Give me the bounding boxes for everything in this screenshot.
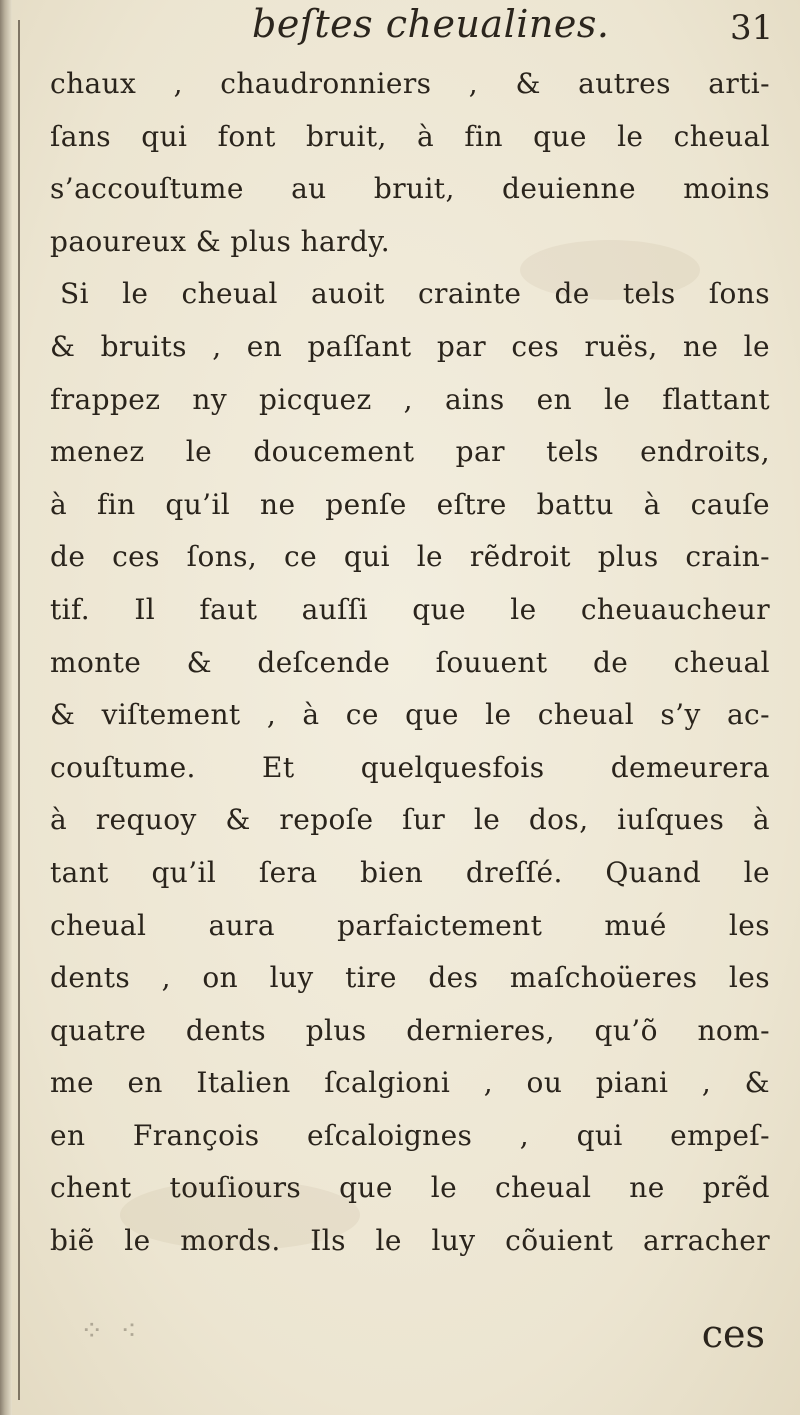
text-line: menez le doucement par tels endroits, <box>50 435 770 469</box>
text-line: paoureux & plus hardy. <box>50 224 391 258</box>
text-line: Si le cheual auoit crainte de tels ſons <box>60 277 770 311</box>
text-line: s’accouſtume au bruit, deuienne moins <box>50 172 770 206</box>
text-line: en François eſcaloignes , qui empeſ- <box>50 1118 770 1152</box>
text-line: à requoy & repoſe ſur le dos, iuſques à <box>50 803 770 837</box>
text-line: me en Italien ſcalgioni , ou piani , & <box>50 1066 770 1100</box>
text-line: & viſtement , à ce que le cheual s’y ac- <box>50 698 770 732</box>
page-gutter-shadow <box>0 0 12 1415</box>
text-line: biẽ le mords. Ils le luy cõuient arracher <box>50 1224 770 1258</box>
text-line: chent touſiours que le cheual ne prẽd <box>50 1171 770 1205</box>
text-line: de ces ſons, ce qui le rẽdroit plus crain- <box>50 540 770 574</box>
running-head-title: beſtes cheualines. <box>252 2 610 46</box>
running-head <box>0 2 800 50</box>
page-footer <box>50 1308 765 1360</box>
body-text <box>50 58 770 1268</box>
text-line: monte & deſcende ſouuent de cheual <box>50 645 770 679</box>
text-line: chaux , chaudronniers , & autres arti- <box>50 67 770 100</box>
text-line: à fin qu’il ne penſe eſtre battu à cauſe <box>50 487 770 521</box>
text-line: dents , on luy tire des maſchoüeres les <box>50 961 770 995</box>
margin-rule <box>18 20 20 1400</box>
text-line: frappez ny picquez , ains en le flattant <box>50 382 770 416</box>
page-number: 31 <box>730 8 774 48</box>
faded-signature-mark: ⁘ ⁖ <box>80 1314 141 1347</box>
text-line: cheual aura parfaictement mué les <box>50 908 770 942</box>
catchword: ces <box>701 1312 765 1356</box>
text-line: ſans qui font bruit, à fin que le cheual <box>50 119 770 153</box>
text-line: tant qu’il ſera bien dreſſé. Quand le <box>50 855 770 889</box>
text-line: & bruits , en paſſant par ces ruës, ne le <box>50 329 770 363</box>
text-line: quatre dents plus dernieres, qu’õ nom- <box>50 1013 770 1047</box>
text-line: tif. Il faut auſſi que le cheuaucheur <box>50 592 770 626</box>
text-line: couſtume. Et quelquesfois demeurera <box>50 750 770 784</box>
